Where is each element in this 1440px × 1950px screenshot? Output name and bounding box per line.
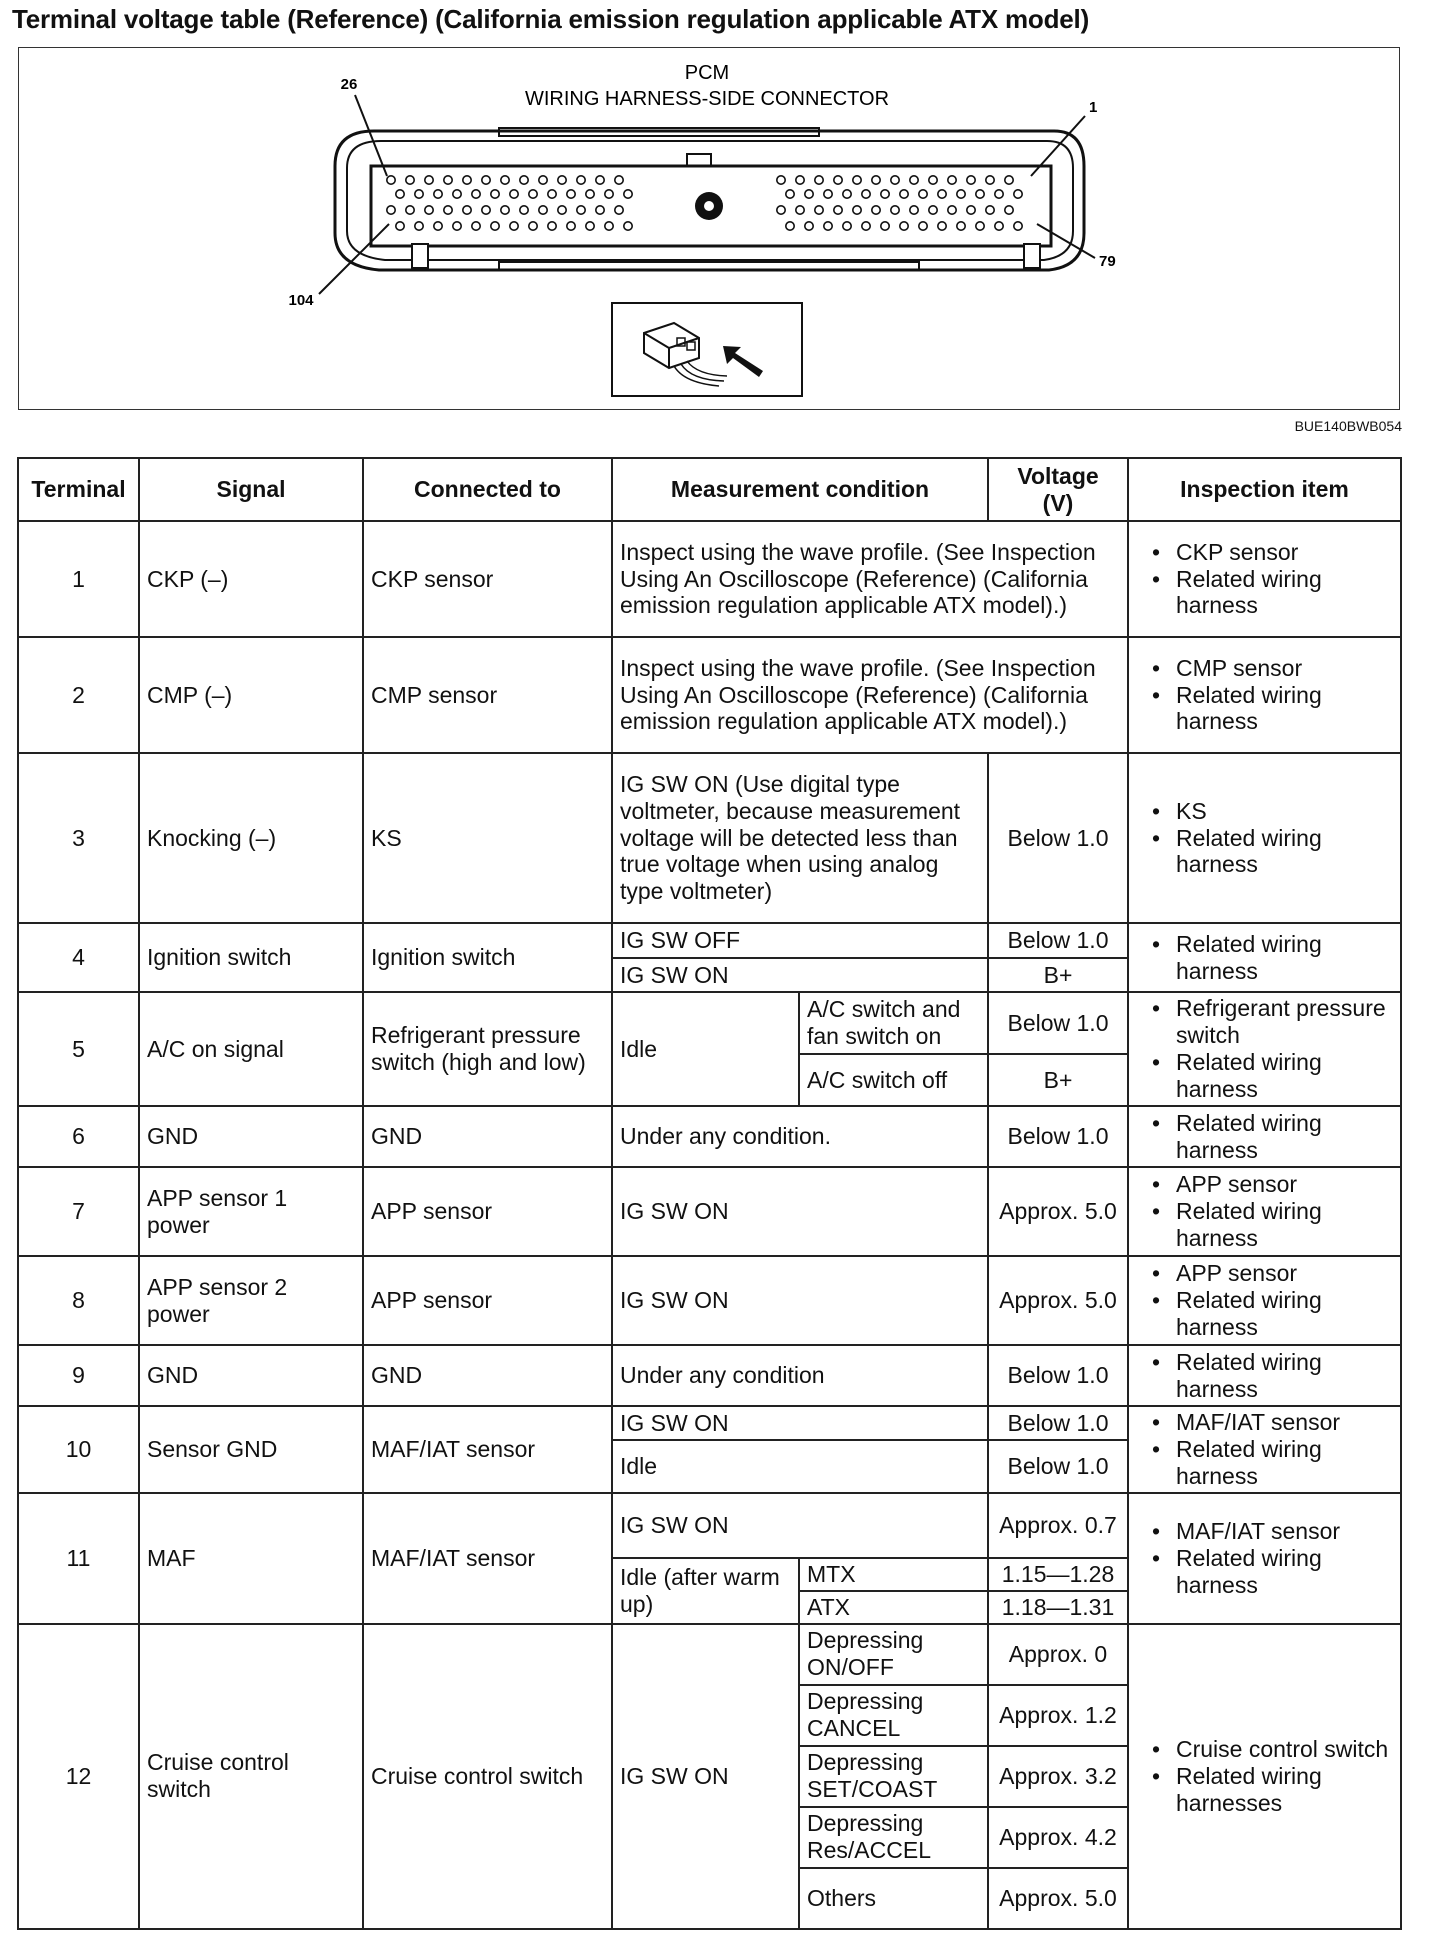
voltage-cell: B+ (988, 958, 1128, 992)
condition-cell: IG SW ON (Use digital type voltmeter, because measurement voltage will be detected less than true voltage when using analog type voltmeter) (612, 753, 988, 923)
pcm-connector-diagram (19, 48, 1401, 411)
connector-pin (624, 190, 632, 198)
voltage-cell: Approx. 3.2 (988, 1746, 1128, 1807)
inspection-cell (1128, 1493, 1401, 1624)
connector-pin (577, 176, 585, 184)
inspection-cell (1128, 1167, 1401, 1256)
voltage-cell: Below 1.0 (988, 1406, 1128, 1440)
connector-pin (976, 222, 984, 230)
signal-cell: A/C on signal (139, 992, 363, 1106)
sub-condition-cell: Depressing ON/OFF (799, 1624, 988, 1685)
connector-latch-right (1024, 244, 1040, 268)
connector-pin (425, 206, 433, 214)
connector-pin (786, 222, 794, 230)
signal-cell: Sensor GND (139, 1406, 363, 1493)
inspection-cell (1128, 923, 1401, 992)
connector-pin (605, 190, 613, 198)
connected-cell: CKP sensor (363, 521, 612, 637)
voltage-cell: Approx. 0 (988, 1624, 1128, 1685)
inspection-list (1136, 931, 1393, 985)
signal-cell: APP sensor 2 power (139, 1256, 363, 1345)
inspection-cell (1128, 1406, 1401, 1493)
terminal-cell: 6 (18, 1106, 139, 1167)
connector-pin (967, 206, 975, 214)
connector-pin (567, 222, 575, 230)
inspection-item: • Related wiring harness (1152, 931, 1393, 985)
connector-pin (463, 206, 471, 214)
connector-pin (881, 222, 889, 230)
table-row (18, 1493, 1401, 1558)
connected-cell: APP sensor (363, 1167, 612, 1256)
connector-pin (615, 206, 623, 214)
inspection-item: • Cruise control switch (1152, 1736, 1393, 1763)
connector-pin (539, 176, 547, 184)
voltage-cell: Below 1.0 (988, 1106, 1128, 1167)
connector-pin (434, 190, 442, 198)
connector-pin (472, 222, 480, 230)
connector-pin (615, 176, 623, 184)
terminal-cell: 12 (18, 1624, 139, 1929)
sub-condition-cell: A/C switch and fan switch on (799, 992, 988, 1054)
inspection-list (1136, 1260, 1393, 1341)
inspection-item: • Refrigerant pressure switch (1152, 995, 1393, 1049)
signal-cell: MAF (139, 1493, 363, 1624)
inspection-list (1136, 1110, 1393, 1164)
condition-cell: Idle (612, 992, 799, 1106)
connector-pin (415, 190, 423, 198)
figure-code: BUE140BWB054 (1294, 418, 1402, 434)
terminal-cell: 2 (18, 637, 139, 753)
condition-cell: IG SW ON (612, 1624, 799, 1929)
connector-pin (891, 206, 899, 214)
connector-pin (995, 222, 1003, 230)
inspection-list (1136, 1409, 1393, 1490)
voltage-cell: 1.15—1.28 (988, 1558, 1128, 1591)
inspection-cell (1128, 1624, 1401, 1929)
inspection-item: • Related wiring harness (1152, 682, 1393, 736)
connector-pin (862, 222, 870, 230)
connector-pin (938, 190, 946, 198)
pin-label-1: 1 (1089, 99, 1098, 116)
inspection-item: • MAF/IAT sensor (1152, 1518, 1393, 1545)
terminal-cell: 5 (18, 992, 139, 1106)
connector-pin (558, 176, 566, 184)
connector-pin (948, 206, 956, 214)
table-row (18, 753, 1401, 923)
connector-pin (967, 176, 975, 184)
inspection-list (1136, 995, 1393, 1103)
connector-pin (824, 222, 832, 230)
figure-caption-pcm: PCM (684, 62, 730, 84)
connector-pin (434, 222, 442, 230)
connected-cell: Refrigerant pressure switch (high and low) (363, 992, 612, 1106)
header-terminal: Terminal (18, 458, 139, 521)
connector-pin (529, 190, 537, 198)
connector-pin (482, 206, 490, 214)
sub-condition-cell: MTX (799, 1558, 988, 1591)
connector-pin (520, 176, 528, 184)
connected-cell: Ignition switch (363, 923, 612, 992)
connector-pin (520, 206, 528, 214)
condition-cell: Idle (after warm up) (612, 1558, 799, 1624)
connector-pin (881, 190, 889, 198)
connector-pin (472, 190, 480, 198)
inspection-list (1136, 1518, 1393, 1599)
connector-pin (406, 206, 414, 214)
inspection-item: • Related wiring harness (1152, 1349, 1393, 1403)
connector-pin (815, 206, 823, 214)
inspection-item: • Related wiring harness (1152, 825, 1393, 879)
connected-cell: GND (363, 1106, 612, 1167)
condition-cell: IG SW ON (612, 1493, 988, 1558)
condition-cell: IG SW ON (612, 1256, 988, 1345)
inspection-list (1136, 1349, 1393, 1403)
table-row (18, 1406, 1401, 1440)
connector-pin (586, 190, 594, 198)
connector-figure (18, 47, 1400, 410)
connector-pin (777, 206, 785, 214)
inspection-list (1136, 539, 1393, 620)
signal-cell: GND (139, 1345, 363, 1406)
sub-condition-cell: Depressing CANCEL (799, 1685, 988, 1746)
table-row (18, 637, 1401, 753)
connector-pin (976, 190, 984, 198)
connector-pin (387, 176, 395, 184)
connector-pin (891, 176, 899, 184)
connector-key (687, 154, 711, 166)
inspection-item: • Related wiring harness (1152, 1110, 1393, 1164)
inspection-cell (1128, 1256, 1401, 1345)
connector-pin (1005, 176, 1013, 184)
connector-pin (529, 222, 537, 230)
connector-pin (387, 206, 395, 214)
connector-pin (548, 222, 556, 230)
connector-pin (396, 190, 404, 198)
signal-cell: Knocking (–) (139, 753, 363, 923)
connector-pin (900, 190, 908, 198)
pin-label-104: 104 (288, 292, 314, 309)
voltage-cell: Below 1.0 (988, 1345, 1128, 1406)
connector-pin (786, 190, 794, 198)
inspection-item: • KS (1152, 798, 1393, 825)
inspection-list (1136, 655, 1393, 736)
connector-latch-left (412, 244, 428, 268)
connector-pin (415, 222, 423, 230)
voltage-cell: B+ (988, 1054, 1128, 1106)
signal-cell: CKP (–) (139, 521, 363, 637)
terminal-cell: 9 (18, 1345, 139, 1406)
condition-cell: Inspect using the wave profile. (See Inspection Using An Oscilloscope (Reference) (California emission regulation applicable ATX model).) (612, 637, 1128, 753)
sub-condition-cell: A/C switch off (799, 1054, 988, 1106)
voltage-cell: Approx. 5.0 (988, 1256, 1128, 1345)
terminal-cell: 10 (18, 1406, 139, 1493)
connector-pin (995, 190, 1003, 198)
signal-cell: CMP (–) (139, 637, 363, 753)
condition-cell: Under any condition. (612, 1106, 988, 1167)
connected-cell: APP sensor (363, 1256, 612, 1345)
connector-pin (853, 206, 861, 214)
voltage-cell: Below 1.0 (988, 992, 1128, 1054)
connector-pin (872, 176, 880, 184)
connector-pin (929, 206, 937, 214)
connector-pin (596, 176, 604, 184)
leader-1 (1031, 116, 1085, 176)
table-header-row (18, 458, 1401, 521)
connector-pin (444, 206, 452, 214)
condition-cell: IG SW OFF (612, 923, 988, 958)
table-row (18, 521, 1401, 637)
header-voltage-line1: Voltage (1017, 462, 1099, 489)
connector-pin (510, 222, 518, 230)
header-voltage (988, 458, 1128, 521)
connector-pin (596, 206, 604, 214)
sub-condition-cell: Depressing SET/COAST (799, 1746, 988, 1807)
voltage-cell: Below 1.0 (988, 753, 1128, 923)
connector-pin (948, 176, 956, 184)
connector-center-hole (704, 201, 714, 211)
connector-pin (777, 176, 785, 184)
connector-pin (605, 222, 613, 230)
inspection-item: • CMP sensor (1152, 655, 1393, 682)
table-row (18, 1106, 1401, 1167)
sub-condition-cell: Others (799, 1868, 988, 1929)
voltage-cell: Approx. 5.0 (988, 1868, 1128, 1929)
connector-pin (843, 190, 851, 198)
table-row (18, 992, 1401, 1054)
connector-pin (577, 206, 585, 214)
connector-pin (919, 190, 927, 198)
terminal-cell: 11 (18, 1493, 139, 1624)
condition-cell: Under any condition (612, 1345, 988, 1406)
connector-pin (938, 222, 946, 230)
inspection-item: • APP sensor (1152, 1260, 1393, 1287)
signal-cell: GND (139, 1106, 363, 1167)
connector-pin (957, 222, 965, 230)
connector-pin (862, 190, 870, 198)
voltage-cell: Approx. 5.0 (988, 1167, 1128, 1256)
inspection-item: • Related wiring harnesses (1152, 1763, 1393, 1817)
connector-pin (453, 190, 461, 198)
connector-pin (558, 206, 566, 214)
voltage-cell: Approx. 0.7 (988, 1493, 1128, 1558)
header-measurement-condition: Measurement condition (612, 458, 988, 521)
connector-pin (1014, 222, 1022, 230)
connected-cell: GND (363, 1345, 612, 1406)
connected-cell: KS (363, 753, 612, 923)
pin-label-26: 26 (340, 76, 358, 93)
inspection-list (1136, 798, 1393, 879)
connected-cell: MAF/IAT sensor (363, 1493, 612, 1624)
connector-pin (872, 206, 880, 214)
condition-cell: IG SW ON (612, 958, 988, 992)
terminal-cell: 7 (18, 1167, 139, 1256)
connector-pin (824, 190, 832, 198)
inspection-item: • APP sensor (1152, 1171, 1393, 1198)
connector-pin (501, 206, 509, 214)
voltage-cell: Below 1.0 (988, 1440, 1128, 1493)
connector-pin (491, 190, 499, 198)
header-voltage-line2: (V) (1042, 489, 1074, 516)
connector-pin (919, 222, 927, 230)
connector-pin (501, 176, 509, 184)
connector-pin (853, 176, 861, 184)
connector-pin (957, 190, 965, 198)
sub-condition-cell: Depressing Res/ACCEL (799, 1807, 988, 1868)
connector-pin (805, 222, 813, 230)
terminal-cell: 4 (18, 923, 139, 992)
connector-pin (586, 222, 594, 230)
inspection-item: • Related wiring harness (1152, 1436, 1393, 1490)
connector-pin (815, 176, 823, 184)
connector-pin (1014, 190, 1022, 198)
voltage-cell: Below 1.0 (988, 923, 1128, 958)
connector-pin (796, 176, 804, 184)
connector-pin (1005, 206, 1013, 214)
terminal-cell: 1 (18, 521, 139, 637)
terminal-voltage-table (17, 457, 1402, 1930)
condition-cell: IG SW ON (612, 1167, 988, 1256)
page-title: Terminal voltage table (Reference) (California emission regulation applicable ATX model) (12, 4, 1090, 34)
table-row (18, 1167, 1401, 1256)
connector-pin (834, 176, 842, 184)
inspection-cell (1128, 1345, 1401, 1406)
connector-pin (406, 176, 414, 184)
connector-pin (910, 206, 918, 214)
condition-cell: Idle (612, 1440, 988, 1493)
connector-pin (900, 222, 908, 230)
view-direction-box (612, 303, 802, 396)
voltage-cell: 1.18—1.31 (988, 1591, 1128, 1624)
connector-pin (463, 176, 471, 184)
condition-cell: Inspect using the wave profile. (See Inspection Using An Oscilloscope (Reference) (California emission regulation applicable ATX model).) (612, 521, 1128, 637)
condition-cell: IG SW ON (612, 1406, 988, 1440)
voltage-cell: Approx. 4.2 (988, 1807, 1128, 1868)
connector-pin (796, 206, 804, 214)
inspection-cell (1128, 637, 1401, 753)
inspection-cell (1128, 1106, 1401, 1167)
inspection-list (1136, 1736, 1393, 1817)
inspection-list (1136, 1171, 1393, 1252)
connector-pin (624, 222, 632, 230)
inspection-cell (1128, 753, 1401, 923)
table-row (18, 923, 1401, 958)
connector-pin (843, 222, 851, 230)
inspection-cell (1128, 992, 1401, 1106)
inspection-item: • Related wiring harness (1152, 1198, 1393, 1252)
header-inspection-item: Inspection item (1128, 458, 1401, 521)
inspection-item: • Related wiring harness (1152, 1545, 1393, 1599)
header-connected-to: Connected to (363, 458, 612, 521)
connector-pin (425, 176, 433, 184)
connector-pin (510, 190, 518, 198)
voltage-cell: Approx. 1.2 (988, 1685, 1128, 1746)
inspection-item: • Related wiring harness (1152, 566, 1393, 620)
connector-pin (548, 190, 556, 198)
connector-pin (834, 206, 842, 214)
table-row (18, 1256, 1401, 1345)
inspection-item: • Related wiring harness (1152, 1287, 1393, 1341)
connector-pin (396, 222, 404, 230)
inspection-item: • MAF/IAT sensor (1152, 1409, 1393, 1436)
connector-pin (910, 176, 918, 184)
inspection-item: • Related wiring harness (1152, 1049, 1393, 1103)
terminal-cell: 8 (18, 1256, 139, 1345)
connector-pin (567, 190, 575, 198)
connector-pin (444, 176, 452, 184)
terminal-cell: 3 (18, 753, 139, 923)
connector-pin (929, 176, 937, 184)
pin-label-79: 79 (1099, 253, 1116, 270)
connector-pin (482, 176, 490, 184)
table-row (18, 1345, 1401, 1406)
connected-cell: Cruise control switch (363, 1624, 612, 1929)
connected-cell: CMP sensor (363, 637, 612, 753)
connected-cell: MAF/IAT sensor (363, 1406, 612, 1493)
figure-caption-connector: WIRING HARNESS-SIDE CONNECTOR (524, 88, 890, 110)
inspection-item: • CKP sensor (1152, 539, 1393, 566)
signal-cell: APP sensor 1 power (139, 1167, 363, 1256)
connector-pin (453, 222, 461, 230)
signal-cell: Ignition switch (139, 923, 363, 992)
header-signal: Signal (139, 458, 363, 521)
connector-pin (805, 190, 813, 198)
signal-cell: Cruise control switch (139, 1624, 363, 1929)
connector-pin (491, 222, 499, 230)
table-row (18, 1624, 1401, 1685)
connector-pin (539, 206, 547, 214)
connector-pin (986, 176, 994, 184)
leader-26 (355, 95, 387, 176)
inspection-cell (1128, 521, 1401, 637)
connector-pin (986, 206, 994, 214)
sub-condition-cell: ATX (799, 1591, 988, 1624)
